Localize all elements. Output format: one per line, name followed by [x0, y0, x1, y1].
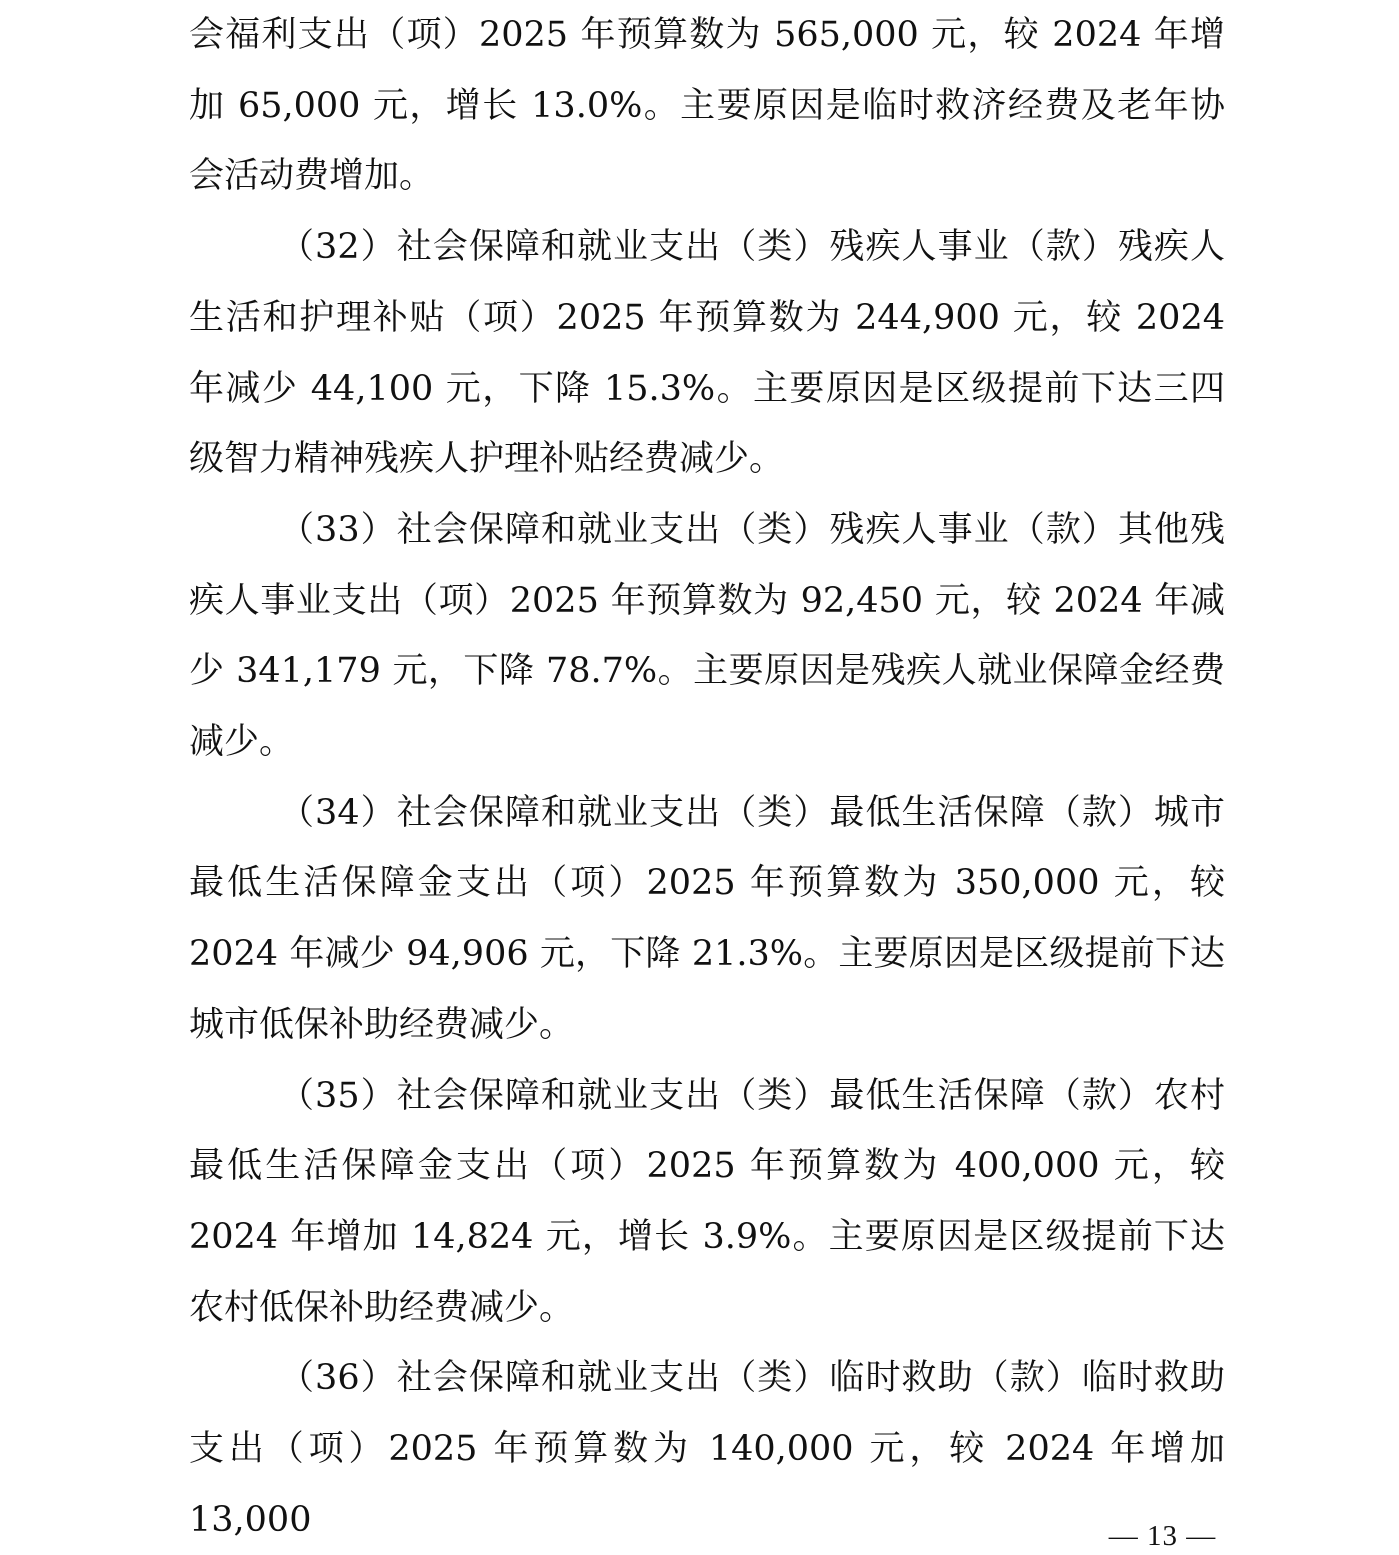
paragraph-34-urban-minimum-living-security: （34）社会保障和就业支出（类）最低生活保障（款）城市最低生活保障金支出（项）2025 年预算数为 350,000 元，较 2024 年减少 94,906 元，下降 21.3%。主要原因是区级提前下达城市低保补助经费减少。: [189, 792, 1225, 1045]
paragraph-continuation-social-welfare: 会福利支出（项）2025 年预算数为 565,000 元，较 2024 年增加 65,000 元，增长 13.0%。主要原因是临时救济经费及老年协会活动费增加。: [189, 15, 1225, 197]
paragraph-36-temporary-assistance: （36）社会保障和就业支出（类）临时救助（款）临时救助支出（项）2025 年预算数为 140,000 元，较 2024 年增加 13,000: [189, 1358, 1225, 1540]
paragraph-33-other-disability-expenditure: （33）社会保障和就业支出（类）残疾人事业（款）其他残疾人事业支出（项）2025 年预算数为 92,450 元，较 2024 年减少 341,179 元，下降 78.7%。主要原因是残疾人就业保障金经费减少。: [189, 509, 1225, 763]
paragraph-32-disability-care-subsidy: （32）社会保障和就业支出（类）残疾人事业（款）残疾人生活和护理补贴（项）2025 年预算数为 244,900 元，较 2024 年减少 44,100 元，下降 15.3%。主要原因是区级提前下达三四级智力精神残疾人护理补贴经费减少。: [189, 227, 1225, 480]
document-body: [189, 0, 1225, 1555]
paragraph-35-rural-minimum-living-security: （35）社会保障和就业支出（类）最低生活保障（款）农村最低生活保障金支出（项）2025 年预算数为 400,000 元，较 2024 年增加 14,824 元，增长 3.9%。主要原因是区级提前下达农村低保补助经费减少。: [189, 1075, 1225, 1328]
page-number: — 13 —: [1108, 1520, 1217, 1552]
